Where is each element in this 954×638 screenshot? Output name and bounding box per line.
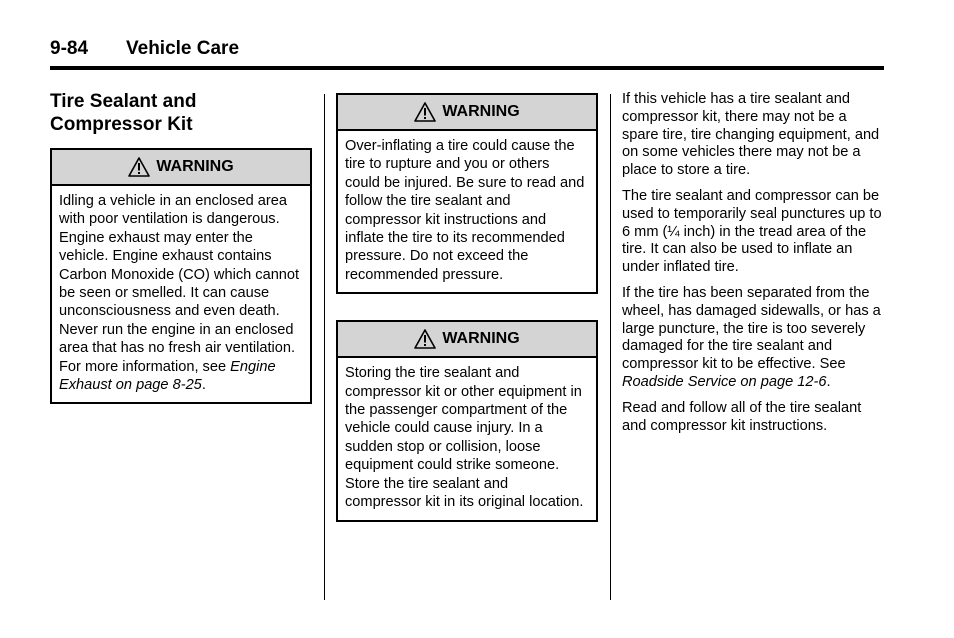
column-divider bbox=[610, 94, 611, 600]
cross-reference: Roadside Service on page 12-6 bbox=[622, 373, 827, 390]
paragraph: If the tire has been separated from the wheel, has damaged sidewalls, or has a large puncture, the tire is too severely damaged for the tire sealant and compressor kit to be effective. See Roadside Service on page 12-6. bbox=[622, 284, 881, 390]
warning-triangle-icon bbox=[414, 102, 436, 122]
warning-triangle-icon bbox=[414, 329, 436, 349]
warning-text: Idling a vehicle in an enclosed area with poor ventilation is dangerous. Engine exhaust may enter the vehicle. Engine exhaust contains Carbon Monoxide (CO) which cannot be seen or smelled. It can cause unconsciousness and even death. Never run the engine in an enclosed area that has no fresh air ventilation. For more information, see Engine Exhaust on page 8-25. bbox=[59, 193, 300, 394]
warning-label: WARNING bbox=[156, 158, 234, 175]
page-number: 9-84 bbox=[50, 38, 89, 59]
column-divider bbox=[324, 94, 325, 600]
warning-header bbox=[52, 150, 310, 186]
paragraph: If this vehicle has a tire sealant and compressor kit, there may not be a spare tire, tire changing equipment, and on some vehicles there may not be a place to store a tire. bbox=[622, 91, 880, 179]
warning-text: Storing the tire sealant and compressor kit or other equipment in the passenger compartment of the vehicle could cause injury. In a sudden stop or collision, loose equipment could strike someone. Store the tire sealant and compressor kit in its original location. bbox=[345, 365, 584, 511]
warning-header bbox=[338, 322, 596, 358]
section-title: Vehicle Care bbox=[126, 38, 240, 59]
warning-box bbox=[336, 320, 598, 521]
column-1 bbox=[50, 90, 312, 404]
page-header bbox=[50, 38, 884, 70]
paragraph: Read and follow all of the tire sealant and compressor kit instructions. bbox=[622, 399, 862, 434]
column-3 bbox=[622, 91, 886, 443]
page-title: Tire Sealant and Compressor Kit bbox=[50, 91, 197, 135]
warning-text: Over-inflating a tire could cause the tire to rupture and you or others could be injured. Be sure to read and follow the tire sealant and compressor kit instructions and inflate the tire to its recommended pressure. Do not exceed the recommended pressure. bbox=[345, 138, 585, 283]
warning-label: WARNING bbox=[442, 330, 520, 348]
warning-box bbox=[336, 93, 598, 294]
paragraph: The tire sealant and compressor can be used to temporarily seal punctures up to 6 mm (¼ inch) in the tread area of the tire. It can also be used to inflate an under inflated tire. bbox=[622, 187, 882, 276]
warning-box bbox=[50, 148, 312, 404]
warning-triangle-icon bbox=[128, 157, 150, 177]
warning-label: WARNING bbox=[442, 103, 520, 120]
cross-reference: Engine Exhaust on page 8-25 bbox=[59, 358, 276, 394]
column-2 bbox=[336, 93, 598, 522]
warning-header bbox=[338, 95, 596, 131]
